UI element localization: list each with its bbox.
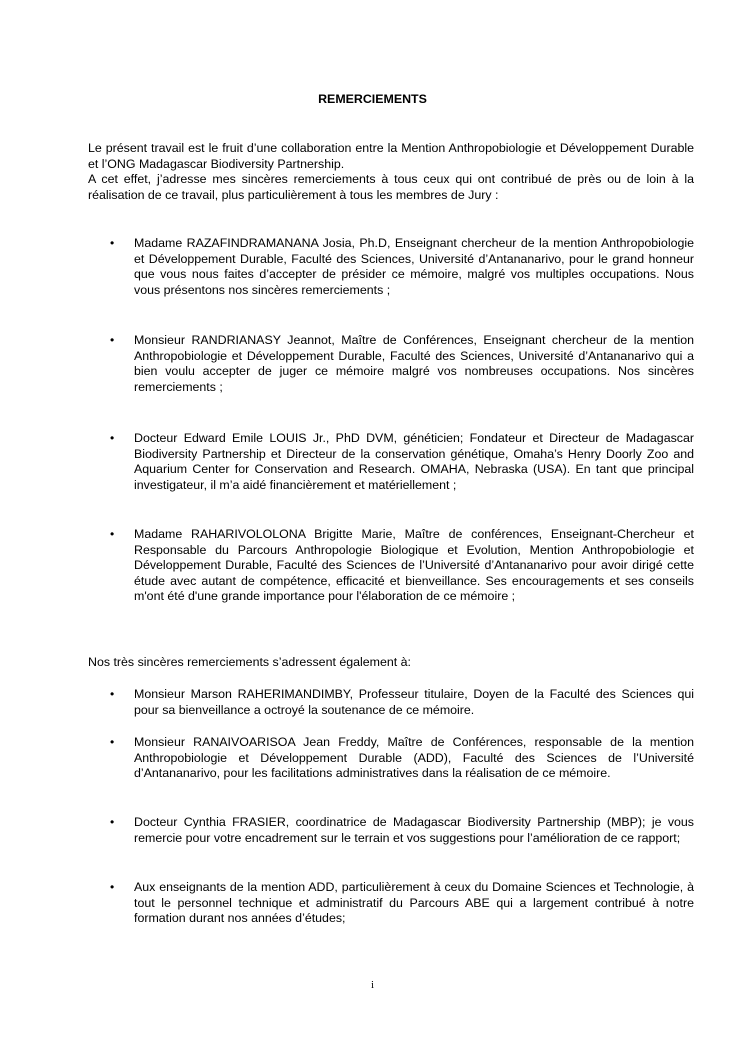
list-item (88, 527, 694, 605)
bullet-icon: • (110, 815, 115, 829)
thanks-item-text: Aux enseignants de la mention ADD, particulièrement à ceux du Domaine Sciences et Technologie, à tout le personnel technique et administratif du Parcours ABE qui a largement contribué à notre formation durant nos années d’études; (134, 880, 694, 925)
page-title: REMERCIEMENTS (318, 92, 427, 106)
bullet-icon: • (110, 880, 115, 894)
list-item (88, 236, 694, 298)
thanks-item-text: Docteur Cynthia FRASIER, coordinatrice de Madagascar Biodiversity Partnership (MBP); je vous remercie pour votre encadrement sur le terrain et vos suggestions pour l’amélioration de ce rapport; (134, 815, 694, 845)
jury-item-text: Monsieur RANDRIANASY Jeannot, Maître de Conférences, Enseignant chercheur de la mention Anthropobiologie et Développement Durable, Faculté des Sciences, Université d’Antananarivo qui a bien voulu accepter de juger ce mémoire malgré vos nombreuses occupations. Nos sincères remerciements ; (134, 333, 694, 394)
jury-item-text: Madame RAZAFINDRAMANANA Josia, Ph.D, Enseignant chercheur de la mention Anthropobiologie et Développement Durable, Faculté des Sciences, Université d’Antananarivo, pour le grand honneur que vous nous faites d’accepter de présider ce mémoire, malgré vos multiples occupations. Nous vous présentons nos sincères remerciements ; (134, 236, 694, 297)
bullet-icon: • (110, 687, 115, 701)
thanks-item-text: Monsieur Marson RAHERIMANDIMBY, Professeur titulaire, Doyen de la Faculté des Sciences qui pour sa bienveillance a octroyé la soutenance de ce mémoire. (134, 687, 694, 717)
list-item (88, 815, 694, 846)
bullet-icon: • (110, 735, 115, 749)
list-item (88, 880, 694, 927)
intro-paragraph-2: A cet effet, j’adresse mes sincères remerciements à tous ceux qui ont contribué de près ou de loin à la réalisation de ce travail, plus particulièrement à tous les membres de Jury : (88, 172, 694, 202)
jury-item-text: Madame RAHARIVOLOLONA Brigitte Marie, Maître de conférences, Enseignant-Chercheur et Responsable du Parcours Anthropologie Biologique et Evolution, Mention Anthropobiologie et Développement Durable, Faculté des Sciences de l’Université d’Antananarivo pour avoir dirigé cette étude avec autant de compétence, efficacité et bienveillance. Ses encouragements et ses conseils m'ont été d'une grande importance pour l'élaboration de ce mémoire ; (134, 527, 694, 603)
page-number: i (370, 979, 375, 991)
bullet-icon: • (110, 431, 115, 445)
list-item (88, 333, 694, 395)
list-item (88, 431, 694, 493)
second-intro-paragraph: Nos très sincères remerciements s’adressent également à: (88, 655, 411, 669)
bullet-icon: • (110, 236, 115, 250)
bullet-icon: • (110, 333, 115, 347)
thanks-item-text: Monsieur RANAIVOARISOA Jean Freddy, Maître de Conférences, responsable de la mention Anthropobiologie et Développement Durable (ADD), Faculté des Sciences de l’Université d’Antananarivo, pour les facilitations administratives dans la réalisation de ce mémoire. (134, 735, 694, 780)
intro-paragraph-1: Le présent travail est le fruit d’une collaboration entre la Mention Anthropobiologie et Développement Durable et l’ONG Madagascar Biodiversity Partnership. (88, 141, 694, 171)
list-item (88, 687, 694, 718)
bullet-icon: • (110, 527, 115, 541)
jury-item-text: Docteur Edward Emile LOUIS Jr., PhD DVM, généticien; Fondateur et Directeur de Madagascar Biodiversity Partnership et Directeur de la conservation génétique, Omaha’s Henry Doorly Zoo and Aquarium Center for Conservation and Research. OMAHA, Nebraska (USA). En tant que principal investigateur, il m’a aidé financièrement et matériellement ; (134, 431, 694, 492)
list-item (88, 735, 694, 782)
